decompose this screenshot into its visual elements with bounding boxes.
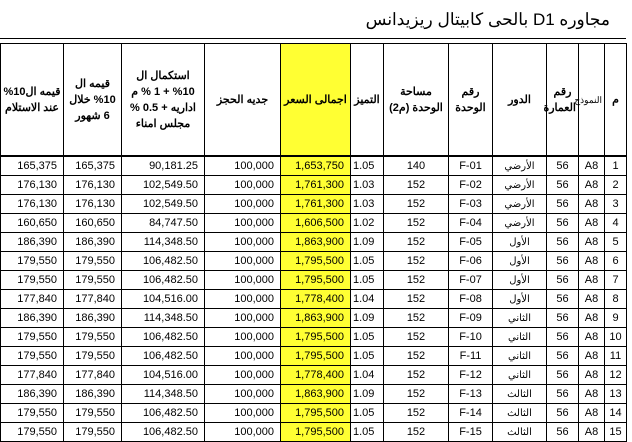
cell-booking[interactable]: 100,000: [205, 347, 281, 366]
cell-model[interactable]: A8: [579, 156, 605, 176]
cell-floor[interactable]: الثالث: [493, 385, 547, 404]
header-floor[interactable]: الدور: [493, 44, 547, 157]
table-row: [1, 195, 627, 214]
cell-total-price[interactable]: 1,606,500: [281, 214, 351, 233]
cell-model[interactable]: A8: [579, 309, 605, 328]
cell-model[interactable]: A8: [579, 233, 605, 252]
header-total-price[interactable]: اجمالى السعر: [281, 44, 351, 157]
cell-six-months[interactable]: 186,390: [64, 233, 122, 252]
cell-total-price[interactable]: 1,795,500: [281, 271, 351, 290]
cell-area[interactable]: 152: [384, 195, 449, 214]
cell-premium[interactable]: 1.03: [351, 195, 384, 214]
cell-completion[interactable]: 114,348.50: [122, 385, 205, 404]
cell-six-months[interactable]: 179,550: [64, 252, 122, 271]
cell-premium[interactable]: 1.05: [351, 252, 384, 271]
cell-premium[interactable]: 1.05: [351, 423, 384, 442]
cell-area[interactable]: 152: [384, 347, 449, 366]
header-index[interactable]: م: [605, 44, 627, 157]
header-unit[interactable]: رقم الوحدة: [449, 44, 493, 157]
cell-building[interactable]: 56: [547, 233, 579, 252]
cell-booking[interactable]: 100,000: [205, 252, 281, 271]
cell-building[interactable]: 56: [547, 156, 579, 176]
cell-six-months[interactable]: 176,130: [64, 176, 122, 195]
cell-six-months[interactable]: 179,550: [64, 347, 122, 366]
cell-area[interactable]: 152: [384, 366, 449, 385]
cell-area[interactable]: 152: [384, 252, 449, 271]
cell-on-delivery[interactable]: 179,550: [1, 404, 64, 423]
cell-unit[interactable]: F-09: [449, 309, 493, 328]
cell-completion[interactable]: 106,482.50: [122, 252, 205, 271]
cell-on-delivery[interactable]: 177,840: [1, 366, 64, 385]
table-row: [1, 328, 627, 347]
cell-unit[interactable]: F-04: [449, 214, 493, 233]
cell-completion[interactable]: 106,482.50: [122, 404, 205, 423]
cell-building[interactable]: 56: [547, 309, 579, 328]
cell-index[interactable]: 2: [605, 176, 627, 195]
header-premium[interactable]: التميز: [351, 44, 384, 157]
cell-completion[interactable]: 90,181.25: [122, 156, 205, 176]
cell-index[interactable]: 6: [605, 252, 627, 271]
cell-completion[interactable]: 104,516.00: [122, 290, 205, 309]
cell-area[interactable]: 140: [384, 156, 449, 176]
table-row: [1, 347, 627, 366]
cell-on-delivery[interactable]: 176,130: [1, 176, 64, 195]
cell-six-months[interactable]: 165,375: [64, 156, 122, 176]
cell-on-delivery[interactable]: 176,130: [1, 195, 64, 214]
cell-floor[interactable]: الأول: [493, 233, 547, 252]
cell-index[interactable]: 8: [605, 290, 627, 309]
cell-six-months[interactable]: 177,840: [64, 366, 122, 385]
cell-floor[interactable]: الثاني: [493, 347, 547, 366]
cell-booking[interactable]: 100,000: [205, 309, 281, 328]
cell-unit[interactable]: F-12: [449, 366, 493, 385]
table-row: [1, 233, 627, 252]
cell-on-delivery[interactable]: 160,650: [1, 214, 64, 233]
cell-floor[interactable]: الأول: [493, 271, 547, 290]
cell-floor[interactable]: الأرضي: [493, 156, 547, 176]
cell-building[interactable]: 56: [547, 328, 579, 347]
cell-model[interactable]: A8: [579, 195, 605, 214]
cell-model[interactable]: A8: [579, 214, 605, 233]
header-model[interactable]: النموذج: [579, 44, 605, 157]
cell-completion[interactable]: 106,482.50: [122, 423, 205, 442]
cell-booking[interactable]: 100,000: [205, 404, 281, 423]
cell-floor[interactable]: الأرضي: [493, 195, 547, 214]
cell-area[interactable]: 152: [384, 233, 449, 252]
cell-booking[interactable]: 100,000: [205, 366, 281, 385]
cell-model[interactable]: A8: [579, 328, 605, 347]
cell-building[interactable]: 56: [547, 347, 579, 366]
cell-index[interactable]: 7: [605, 271, 627, 290]
cell-total-price[interactable]: 1,761,300: [281, 176, 351, 195]
cell-six-months[interactable]: 179,550: [64, 423, 122, 442]
table-row: [1, 176, 627, 195]
cell-premium[interactable]: 1.04: [351, 366, 384, 385]
cell-completion[interactable]: 102,549.50: [122, 176, 205, 195]
cell-building[interactable]: 56: [547, 404, 579, 423]
sheet-title-bar: [0, 0, 626, 39]
cell-unit[interactable]: F-11: [449, 347, 493, 366]
cell-booking[interactable]: 100,000: [205, 271, 281, 290]
cell-floor[interactable]: الثالث: [493, 423, 547, 442]
cell-on-delivery[interactable]: 186,390: [1, 385, 64, 404]
cell-completion[interactable]: 106,482.50: [122, 347, 205, 366]
cell-premium[interactable]: 1.02: [351, 214, 384, 233]
cell-completion[interactable]: 114,348.50: [122, 233, 205, 252]
cell-total-price[interactable]: 1,795,500: [281, 328, 351, 347]
cell-model[interactable]: A8: [579, 290, 605, 309]
cell-index[interactable]: 14: [605, 404, 627, 423]
cell-completion[interactable]: 102,549.50: [122, 195, 205, 214]
cell-booking[interactable]: 100,000: [205, 195, 281, 214]
cell-on-delivery[interactable]: 179,550: [1, 252, 64, 271]
cell-on-delivery[interactable]: 165,375: [1, 156, 64, 176]
cell-unit[interactable]: F-10: [449, 328, 493, 347]
cell-building[interactable]: 56: [547, 366, 579, 385]
cell-area[interactable]: 152: [384, 176, 449, 195]
cell-premium[interactable]: 1.05: [351, 347, 384, 366]
cell-area[interactable]: 152: [384, 423, 449, 442]
cell-premium[interactable]: 1.03: [351, 176, 384, 195]
cell-premium[interactable]: 1.09: [351, 385, 384, 404]
cell-total-price[interactable]: 1,863,900: [281, 385, 351, 404]
table-row: [1, 271, 627, 290]
cell-model[interactable]: A8: [579, 385, 605, 404]
cell-model[interactable]: A8: [579, 347, 605, 366]
cell-booking[interactable]: 100,000: [205, 290, 281, 309]
cell-total-price[interactable]: 1,863,900: [281, 233, 351, 252]
cell-building[interactable]: 56: [547, 385, 579, 404]
cell-completion[interactable]: 84,747.50: [122, 214, 205, 233]
cell-total-price[interactable]: 1,795,500: [281, 347, 351, 366]
cell-on-delivery[interactable]: 186,390: [1, 233, 64, 252]
cell-floor[interactable]: الثاني: [493, 366, 547, 385]
cell-model[interactable]: A8: [579, 404, 605, 423]
table-row: [1, 156, 627, 176]
cell-unit[interactable]: F-15: [449, 423, 493, 442]
cell-premium[interactable]: 1.05: [351, 328, 384, 347]
cell-building[interactable]: 56: [547, 214, 579, 233]
cell-index[interactable]: 11: [605, 347, 627, 366]
cell-index[interactable]: 1: [605, 156, 627, 176]
header-completion[interactable]: استكمال ال 10% + 1 % م اداريه + 0.5 % مجلس امناء: [122, 44, 205, 157]
cell-premium[interactable]: 1.04: [351, 290, 384, 309]
cell-model[interactable]: A8: [579, 176, 605, 195]
cell-total-price[interactable]: 1,761,300: [281, 195, 351, 214]
cell-premium[interactable]: 1.05: [351, 156, 384, 176]
cell-premium[interactable]: 1.05: [351, 404, 384, 423]
cell-total-price[interactable]: 1,795,500: [281, 423, 351, 442]
cell-unit[interactable]: F-07: [449, 271, 493, 290]
cell-building[interactable]: 56: [547, 290, 579, 309]
cell-floor[interactable]: الأرضي: [493, 214, 547, 233]
table-row: [1, 290, 627, 309]
table-row: [1, 252, 627, 271]
price-table: [0, 43, 627, 442]
cell-six-months[interactable]: 176,130: [64, 195, 122, 214]
table-row: [1, 404, 627, 423]
cell-floor[interactable]: الأول: [493, 290, 547, 309]
cell-on-delivery[interactable]: 179,550: [1, 328, 64, 347]
cell-model[interactable]: A8: [579, 252, 605, 271]
cell-model[interactable]: A8: [579, 271, 605, 290]
cell-area[interactable]: 152: [384, 328, 449, 347]
table-row: [1, 366, 627, 385]
table-row: [1, 214, 627, 233]
cell-on-delivery[interactable]: 186,390: [1, 309, 64, 328]
cell-index[interactable]: 12: [605, 366, 627, 385]
cell-unit[interactable]: F-06: [449, 252, 493, 271]
cell-six-months[interactable]: 179,550: [64, 271, 122, 290]
table-row: [1, 423, 627, 442]
cell-total-price[interactable]: 1,653,750: [281, 156, 351, 176]
cell-unit[interactable]: F-03: [449, 195, 493, 214]
cell-building[interactable]: 56: [547, 176, 579, 195]
cell-model[interactable]: A8: [579, 423, 605, 442]
cell-index[interactable]: 10: [605, 328, 627, 347]
sheet-title: مجاوره D1 بالحى كابيتال ريزيدانس: [365, 10, 610, 29]
cell-building[interactable]: 56: [547, 423, 579, 442]
cell-area[interactable]: 152: [384, 290, 449, 309]
cell-completion[interactable]: 106,482.50: [122, 271, 205, 290]
cell-booking[interactable]: 100,000: [205, 214, 281, 233]
cell-unit[interactable]: F-05: [449, 233, 493, 252]
table-row: [1, 385, 627, 404]
cell-index[interactable]: 15: [605, 423, 627, 442]
cell-unit[interactable]: F-02: [449, 176, 493, 195]
cell-total-price[interactable]: 1,778,400: [281, 290, 351, 309]
cell-total-price[interactable]: 1,863,900: [281, 309, 351, 328]
cell-booking[interactable]: 100,000: [205, 385, 281, 404]
cell-index[interactable]: 3: [605, 195, 627, 214]
cell-on-delivery[interactable]: 177,840: [1, 290, 64, 309]
cell-area[interactable]: 152: [384, 214, 449, 233]
cell-building[interactable]: 56: [547, 271, 579, 290]
header-on-delivery[interactable]: قيمه ال10% عند الاستلام: [1, 44, 64, 157]
cell-total-price[interactable]: 1,795,500: [281, 404, 351, 423]
cell-six-months[interactable]: 179,550: [64, 328, 122, 347]
cell-premium[interactable]: 1.05: [351, 271, 384, 290]
cell-area[interactable]: 152: [384, 271, 449, 290]
header-booking[interactable]: جديه الحجز: [205, 44, 281, 157]
cell-area[interactable]: 152: [384, 309, 449, 328]
cell-premium[interactable]: 1.09: [351, 309, 384, 328]
cell-unit[interactable]: F-01: [449, 156, 493, 176]
cell-completion[interactable]: 106,482.50: [122, 328, 205, 347]
cell-premium[interactable]: 1.09: [351, 233, 384, 252]
cell-on-delivery[interactable]: 179,550: [1, 423, 64, 442]
header-area[interactable]: مساحة الوحدة (م2): [384, 44, 449, 157]
cell-area[interactable]: 152: [384, 404, 449, 423]
cell-six-months[interactable]: 179,550: [64, 404, 122, 423]
cell-floor[interactable]: الأرضي: [493, 176, 547, 195]
cell-model[interactable]: A8: [579, 366, 605, 385]
cell-booking[interactable]: 100,000: [205, 176, 281, 195]
cell-index[interactable]: 13: [605, 385, 627, 404]
cell-index[interactable]: 9: [605, 309, 627, 328]
header-six-months[interactable]: قيمه ال 10% خلال 6 شهور: [64, 44, 122, 157]
cell-building[interactable]: 56: [547, 195, 579, 214]
cell-booking[interactable]: 100,000: [205, 156, 281, 176]
header-row: [1, 44, 627, 157]
cell-six-months[interactable]: 160,650: [64, 214, 122, 233]
cell-six-months[interactable]: 186,390: [64, 385, 122, 404]
cell-index[interactable]: 4: [605, 214, 627, 233]
cell-booking[interactable]: 100,000: [205, 233, 281, 252]
cell-completion[interactable]: 114,348.50: [122, 309, 205, 328]
cell-floor[interactable]: الثاني: [493, 328, 547, 347]
cell-booking[interactable]: 100,000: [205, 423, 281, 442]
cell-unit[interactable]: F-14: [449, 404, 493, 423]
cell-unit[interactable]: F-08: [449, 290, 493, 309]
table-body: [1, 156, 627, 442]
cell-six-months[interactable]: 177,840: [64, 290, 122, 309]
cell-area[interactable]: 152: [384, 385, 449, 404]
cell-six-months[interactable]: 186,390: [64, 309, 122, 328]
cell-on-delivery[interactable]: 179,550: [1, 271, 64, 290]
cell-floor[interactable]: الثاني: [493, 309, 547, 328]
cell-floor[interactable]: الأول: [493, 252, 547, 271]
table-row: [1, 309, 627, 328]
cell-building[interactable]: 56: [547, 252, 579, 271]
header-building[interactable]: رقم العمارة: [547, 44, 579, 157]
cell-booking[interactable]: 100,000: [205, 328, 281, 347]
cell-unit[interactable]: F-13: [449, 385, 493, 404]
cell-on-delivery[interactable]: 179,550: [1, 347, 64, 366]
cell-total-price[interactable]: 1,778,400: [281, 366, 351, 385]
cell-floor[interactable]: الثالث: [493, 404, 547, 423]
cell-index[interactable]: 5: [605, 233, 627, 252]
cell-total-price[interactable]: 1,795,500: [281, 252, 351, 271]
cell-completion[interactable]: 104,516.00: [122, 366, 205, 385]
